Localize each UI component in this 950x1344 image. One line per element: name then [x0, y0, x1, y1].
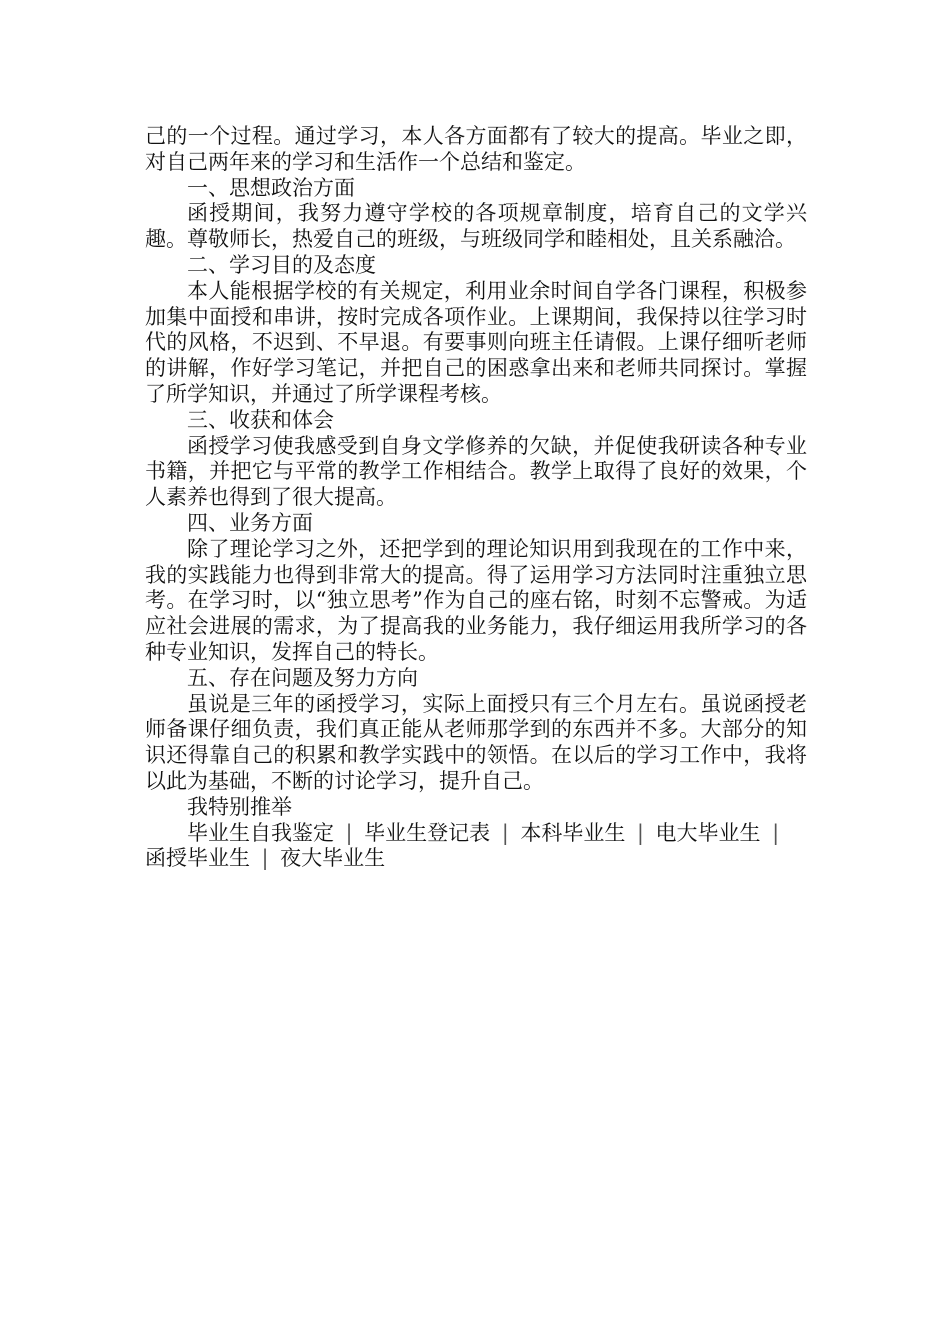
- link-self-appraisal[interactable]: 毕业生自我鉴定: [187, 820, 334, 845]
- recommend-links: [145, 821, 807, 873]
- link-separator: |: [501, 820, 509, 845]
- section-heading-4: 四、业务方面: [187, 510, 313, 535]
- link-separator: |: [345, 820, 353, 845]
- section-heading-3: 三、收获和体会: [187, 407, 334, 432]
- intro-paragraph: 己的一个过程。通过学习，本人各方面都有了较大的提高。毕业之即，对自己两年来的学习和生活作一个总结和鉴定。: [145, 124, 807, 174]
- section-heading-1: 一、思想政治方面: [187, 175, 355, 200]
- link-correspondence-graduate[interactable]: 函授毕业生: [145, 846, 250, 871]
- section-body-1: 函授期间，我努力遵守学校的各项规章制度，培育自己的文学兴趣。尊敬师长，热爱自己的班级，与班级同学和睦相处，且关系融洽。: [145, 201, 807, 252]
- document-page: [145, 124, 807, 872]
- section-heading-2: 二、学习目的及态度: [187, 252, 376, 277]
- section-body-2: 本人能根据学校的有关规定，利用业余时间自学各门课程，积极参加集中面授和串讲，按时完成各项作业。上课期间，我保持以往学习时代的风格，不迟到、不早退。有要事则向班主任请假。上课仔细听老师的讲解，作好学习笔记，并把自己的困惑拿出来和老师共同探讨。掌握了所学知识，并通过了所学课程考核。: [145, 278, 807, 406]
- link-registration-form[interactable]: 毕业生登记表: [364, 820, 491, 845]
- section-body-4: 除了理论学习之外，还把学到的理论知识用到我现在的工作中来，我的实践能力也得到非常大的提高。得了运用学习方法同时注重独立思考。在学习时，以“独立思考”作为自己的座右铭，时刻不忘警戒。为适应社会进展的需求，为了提高我的业务能力，我仔细运用我所学习的各种专业知识，发挥自己的特长。: [145, 536, 807, 664]
- section-heading-5: 五、存在问题及努力方向: [187, 665, 418, 690]
- link-separator: |: [636, 820, 644, 845]
- link-evening-university-graduate[interactable]: 夜大毕业生: [280, 846, 386, 871]
- link-undergraduate[interactable]: 本科毕业生: [520, 820, 626, 845]
- link-tv-university-graduate[interactable]: 电大毕业生: [655, 820, 761, 845]
- section-body-5: 虽说是三年的函授学习，实际上面授只有三个月左右。虽说函授老师备课仔细负责，我们真正能从老师那学到的东西并不多。大部分的知识还得靠自己的积累和教学实践中的领悟。在以后的学习工作中，我将以此为基础，不断的讨论学习，提升自己。: [145, 691, 807, 793]
- section-body-3: 函授学习使我感受到自身文学修养的欠缺，并促使我研读各种专业书籍，并把它与平常的教学工作相结合。教学上取得了良好的效果，个人素养也得到了很大提高。: [145, 433, 807, 510]
- link-separator: |: [772, 820, 780, 845]
- link-separator: |: [261, 846, 269, 871]
- recommend-label: 我特别推举: [187, 794, 292, 819]
